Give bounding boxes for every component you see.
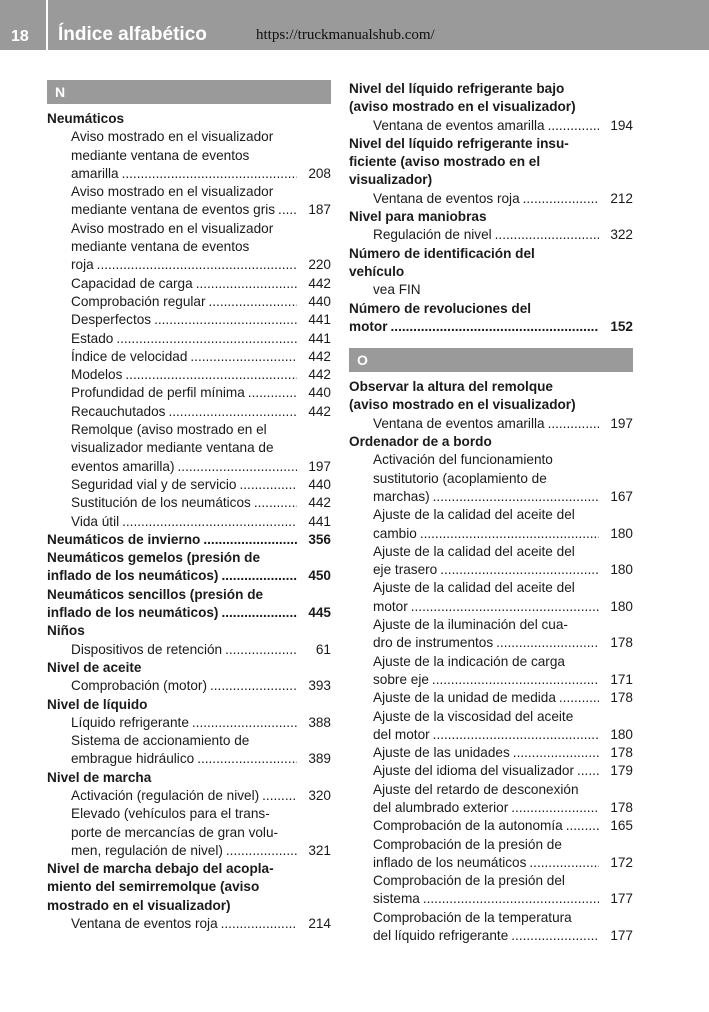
dot-leader	[420, 890, 599, 908]
entry-text: motor	[349, 318, 388, 334]
page-reference: 441	[308, 312, 331, 328]
page-reference: 178	[610, 745, 633, 761]
entry-text: inflado de los neumáticos)	[47, 568, 219, 584]
dot-leader	[526, 854, 599, 872]
page-reference: 442	[308, 275, 331, 291]
index-subentry	[349, 744, 633, 762]
index-entry-heading	[47, 604, 331, 622]
index-subentry: porte de mercancías de gran volu-	[71, 824, 279, 840]
index-subentry	[47, 403, 331, 421]
dot-leader	[218, 567, 297, 585]
index-subentry: Comprobación de la presión de	[373, 836, 562, 852]
index-entry-heading: Número de revoluciones del	[349, 300, 532, 316]
index-subentry	[47, 275, 331, 293]
index-subentry	[47, 366, 331, 384]
entry-text: inflado de los neumáticos)	[47, 605, 219, 621]
dot-leader	[223, 842, 297, 860]
page-reference: 442	[308, 367, 331, 383]
page-reference: 171	[610, 671, 633, 687]
entry-text: del líquido refrigerante	[373, 928, 509, 944]
index-entry-heading: Nivel del líquido refrigerante bajo	[349, 81, 565, 96]
entry-text: eje trasero	[373, 562, 438, 578]
entry-text: Seguridad vial y de servicio	[71, 476, 237, 492]
page-reference: 194	[610, 117, 633, 133]
dot-leader	[119, 513, 297, 531]
section-letter-header: O	[349, 348, 633, 372]
index-subentry: sustitutorio (acoplamiento de	[373, 470, 547, 486]
dot-leader	[251, 494, 297, 512]
page-reference: 178	[610, 799, 633, 815]
dot-leader	[193, 275, 297, 293]
index-subentry	[349, 671, 633, 689]
dot-leader	[417, 525, 599, 543]
index-subentry	[349, 799, 633, 817]
index-entry-heading: Ordenador de a bordo	[349, 434, 492, 450]
dot-leader	[545, 415, 599, 433]
index-subentry	[47, 641, 331, 659]
index-subentry	[349, 561, 633, 579]
index-entry-heading: Nivel de líquido	[47, 696, 148, 712]
entry-text: Líquido refrigerante	[71, 714, 189, 730]
dot-leader	[408, 598, 599, 616]
dot-leader	[245, 384, 297, 402]
index-subentry	[349, 762, 633, 780]
page-reference: 187	[308, 202, 331, 218]
index-subentry: Activación del funcionamiento	[373, 452, 553, 468]
page-reference: 389	[308, 751, 331, 767]
dot-leader	[430, 488, 599, 506]
dot-leader	[222, 641, 297, 659]
page-reference: 220	[308, 257, 331, 273]
entry-text: Ajuste del idioma del visualizador	[373, 763, 574, 779]
entry-text: Profundidad de perfil mínima	[71, 385, 245, 401]
index-subentry	[47, 787, 331, 805]
index-subentry	[349, 689, 633, 707]
dot-leader	[545, 117, 599, 135]
index-subentry: Remolque (aviso mostrado en el	[71, 422, 267, 438]
index-column-right	[349, 80, 633, 945]
dot-leader	[175, 458, 297, 476]
index-entry-heading: vehículo	[349, 263, 405, 279]
index-entry-heading: Nivel del líquido refrigerante insu-	[349, 135, 569, 151]
entry-text: marchas)	[373, 488, 430, 504]
page-reference: 61	[315, 641, 331, 657]
dot-leader	[574, 762, 599, 780]
index-subentry: Aviso mostrado en el visualizador	[71, 129, 274, 145]
index-subentry	[47, 750, 331, 768]
dot-leader	[187, 348, 297, 366]
entry-text: Regulación de nivel	[373, 227, 492, 243]
entry-text: Dispositivos de retención	[71, 641, 223, 657]
dot-leader	[563, 817, 599, 835]
dot-leader	[510, 744, 599, 762]
entry-text: Capacidad de carga	[71, 275, 193, 291]
index-subentry: Ajuste de la calidad del aceite del	[373, 543, 575, 559]
index-entry-heading: (aviso mostrado en el visualizador)	[349, 99, 576, 115]
index-subentry	[349, 927, 633, 945]
page-reference: 356	[308, 531, 331, 547]
index-subentry	[47, 256, 331, 274]
index-subentry: Ajuste de la iluminación del cua-	[373, 617, 568, 633]
entry-text: amarilla	[71, 165, 119, 181]
entry-text: Recauchutados	[71, 403, 166, 419]
index-subentry: Comprobación de la temperatura	[373, 909, 572, 925]
index-subentry	[349, 854, 633, 872]
index-subentry: vea FIN	[373, 282, 421, 298]
index-subentry: visualizador mediante ventana de	[71, 440, 274, 456]
entry-text: embrague hidráulico	[71, 751, 195, 767]
index-subentry	[349, 634, 633, 652]
index-subentry: Ajuste de la calidad del aceite del	[373, 507, 575, 523]
dot-leader	[122, 366, 297, 384]
page-reference: 212	[610, 190, 633, 206]
dot-leader	[218, 604, 297, 622]
entry-text: motor	[373, 598, 408, 614]
page-reference: 214	[308, 916, 331, 932]
entry-text: Comprobación (motor)	[71, 678, 207, 694]
section-letter-header: N	[47, 80, 331, 104]
page-reference: 440	[308, 476, 331, 492]
index-subentry: Elevado (vehículos para el trans-	[71, 806, 270, 822]
dot-leader	[94, 256, 297, 274]
index-subentry: mediante ventana de eventos	[71, 239, 250, 255]
index-subentry	[349, 190, 633, 208]
dot-leader	[206, 293, 298, 311]
page-reference: 321	[308, 842, 331, 858]
index-entry-heading: Observar la altura del remolque	[349, 379, 553, 395]
index-subentry	[349, 117, 633, 135]
index-subentry: Ajuste del retardo de desconexión	[373, 781, 579, 797]
index-subentry	[47, 330, 331, 348]
index-subentry: Aviso mostrado en el visualizador	[71, 184, 274, 200]
dot-leader	[508, 927, 599, 945]
index-entry-heading	[47, 567, 331, 585]
entry-text: Sustitución de los neumáticos	[71, 495, 251, 511]
index-entry-heading: miento del semirremolque (aviso	[47, 879, 260, 895]
page-reference: 178	[610, 635, 633, 651]
entry-text: Ventana de eventos amarilla	[373, 415, 545, 431]
dot-leader	[493, 634, 599, 652]
page-reference: 172	[610, 854, 633, 870]
entry-text: Ajuste de las unidades	[373, 745, 510, 761]
index-entry-heading: Neumáticos sencillos (presión de	[47, 586, 264, 602]
page-reference: 388	[308, 714, 331, 730]
index-subentry	[47, 513, 331, 531]
dot-leader	[207, 677, 297, 695]
page-reference: 177	[610, 928, 633, 944]
index-subentry	[47, 165, 331, 183]
entry-text: Ventana de eventos roja	[71, 916, 218, 932]
index-entry-heading	[47, 531, 331, 549]
index-subentry: Ajuste de la viscosidad del aceite	[373, 708, 574, 724]
page-reference: 393	[308, 678, 331, 694]
page-reference: 179	[610, 763, 633, 779]
index-entry-heading: ficiente (aviso mostrado en el	[349, 154, 541, 170]
dot-leader	[151, 311, 297, 329]
page-reference: 445	[308, 605, 331, 621]
index-entry-heading: mostrado en el visualizador)	[47, 897, 231, 913]
entry-text: Ventana de eventos roja	[373, 190, 520, 206]
entry-text: Ventana de eventos amarilla	[373, 117, 545, 133]
index-entry-heading: Nivel de marcha debajo del acopla-	[47, 861, 274, 877]
dot-leader	[113, 330, 297, 348]
entry-text: Comprobación de la autonomía	[373, 818, 563, 834]
page-reference: 441	[308, 513, 331, 529]
page-reference: 197	[308, 458, 331, 474]
page-reference: 322	[610, 227, 633, 243]
index-subentry	[47, 677, 331, 695]
entry-text: Estado	[71, 330, 114, 346]
entry-text: roja	[71, 257, 94, 273]
dot-leader	[520, 190, 599, 208]
index-subentry: Ajuste de la calidad del aceite del	[373, 580, 575, 596]
page-reference: 440	[308, 385, 331, 401]
entry-text: del alumbrado exterior	[373, 799, 509, 815]
dot-leader	[388, 318, 599, 336]
page-reference: 177	[610, 891, 633, 907]
page-reference: 180	[610, 726, 633, 742]
index-subentry	[349, 726, 633, 744]
index-entry-heading: (aviso mostrado en el visualizador)	[349, 397, 576, 413]
page-reference: 180	[610, 598, 633, 614]
watermark-url: https://truckmanualshub.com/	[256, 27, 435, 43]
dot-leader	[200, 531, 297, 549]
index-subentry	[349, 415, 633, 433]
entry-text: Índice de velocidad	[71, 348, 188, 364]
index-subentry	[47, 384, 331, 402]
index-subentry: Ajuste de la indicación de carga	[373, 653, 565, 669]
entry-text: del motor	[373, 726, 430, 742]
index-entry-heading: visualizador)	[349, 172, 433, 188]
page-reference: 178	[610, 690, 633, 706]
entry-text: Activación (regulación de nivel)	[71, 787, 260, 803]
dot-leader	[430, 726, 599, 744]
dot-leader	[492, 226, 599, 244]
index-subentry: Comprobación de la presión del	[373, 873, 565, 889]
entry-text: Vida útil	[71, 513, 120, 529]
dot-leader	[189, 714, 297, 732]
index-entry-heading: Nivel de marcha	[47, 769, 152, 785]
index-subentry	[47, 348, 331, 366]
header-divider	[46, 0, 48, 50]
index-subentry	[349, 890, 633, 908]
entry-text: mediante ventana de eventos gris	[71, 202, 276, 218]
page-reference: 180	[610, 562, 633, 578]
index-column-left	[47, 80, 331, 933]
index-subentry	[47, 714, 331, 732]
dot-leader	[236, 476, 297, 494]
page-header	[0, 0, 709, 50]
index-subentry	[349, 488, 633, 506]
index-subentry	[349, 598, 633, 616]
entry-text: eventos amarilla)	[71, 458, 175, 474]
index-subentry	[47, 494, 331, 512]
index-entry-heading: Niños	[47, 623, 85, 639]
entry-text: men, regulación de nivel)	[71, 842, 223, 858]
index-entry-heading: Número de identificación del	[349, 245, 535, 261]
page-reference: 450	[308, 568, 331, 584]
page-reference: 440	[308, 293, 331, 309]
index-subentry	[47, 201, 331, 219]
index-subentry	[349, 525, 633, 543]
dot-leader	[119, 165, 297, 183]
entry-text: Neumáticos de invierno	[47, 531, 201, 547]
index-subentry	[349, 226, 633, 244]
entry-text: Modelos	[71, 367, 123, 383]
entry-text: sistema	[373, 891, 420, 907]
index-subentry	[47, 293, 331, 311]
page-reference: 152	[610, 318, 633, 334]
dot-leader	[275, 201, 297, 219]
index-entry-heading	[349, 318, 633, 336]
entry-text: Desperfectos	[71, 312, 152, 328]
index-subentry	[47, 311, 331, 329]
index-entry-heading: Nivel para maniobras	[349, 209, 487, 225]
index-subentry	[47, 458, 331, 476]
entry-text: Comprobación regular	[71, 293, 206, 309]
index-entry-heading: Neumáticos gemelos (presión de	[47, 550, 261, 566]
index-subentry	[47, 476, 331, 494]
entry-text: cambio	[373, 525, 417, 541]
index-entry-heading: Nivel de aceite	[47, 659, 142, 675]
index-subentry	[47, 842, 331, 860]
page-number: 18	[11, 28, 29, 45]
entry-text: sobre eje	[373, 671, 429, 687]
index-subentry: mediante ventana de eventos	[71, 147, 250, 163]
dot-leader	[259, 787, 297, 805]
page-reference: 167	[610, 488, 633, 504]
entry-text: dro de instrumentos	[373, 635, 494, 651]
dot-leader	[508, 799, 599, 817]
entry-text: Ajuste de la unidad de medida	[373, 690, 556, 706]
page-reference: 180	[610, 525, 633, 541]
index-subentry: Sistema de accionamiento de	[71, 733, 250, 749]
page-reference: 320	[308, 787, 331, 803]
dot-leader	[429, 671, 599, 689]
page-title: Índice alfabético	[58, 24, 207, 45]
page-reference: 208	[308, 165, 331, 181]
page-reference: 197	[610, 415, 633, 431]
dot-leader	[556, 689, 599, 707]
page-reference: 165	[610, 818, 633, 834]
page-reference: 442	[308, 495, 331, 511]
dot-leader	[218, 915, 297, 933]
dot-leader	[194, 750, 297, 768]
index-subentry: Aviso mostrado en el visualizador	[71, 220, 274, 236]
page-reference: 441	[308, 330, 331, 346]
index-subentry	[349, 817, 633, 835]
entry-text: inflado de los neumáticos	[373, 854, 527, 870]
page-reference: 442	[308, 403, 331, 419]
dot-leader	[437, 561, 599, 579]
index-subentry	[47, 915, 331, 933]
dot-leader	[165, 403, 297, 421]
index-entry-heading: Neumáticos	[47, 111, 125, 126]
page-reference: 442	[308, 348, 331, 364]
